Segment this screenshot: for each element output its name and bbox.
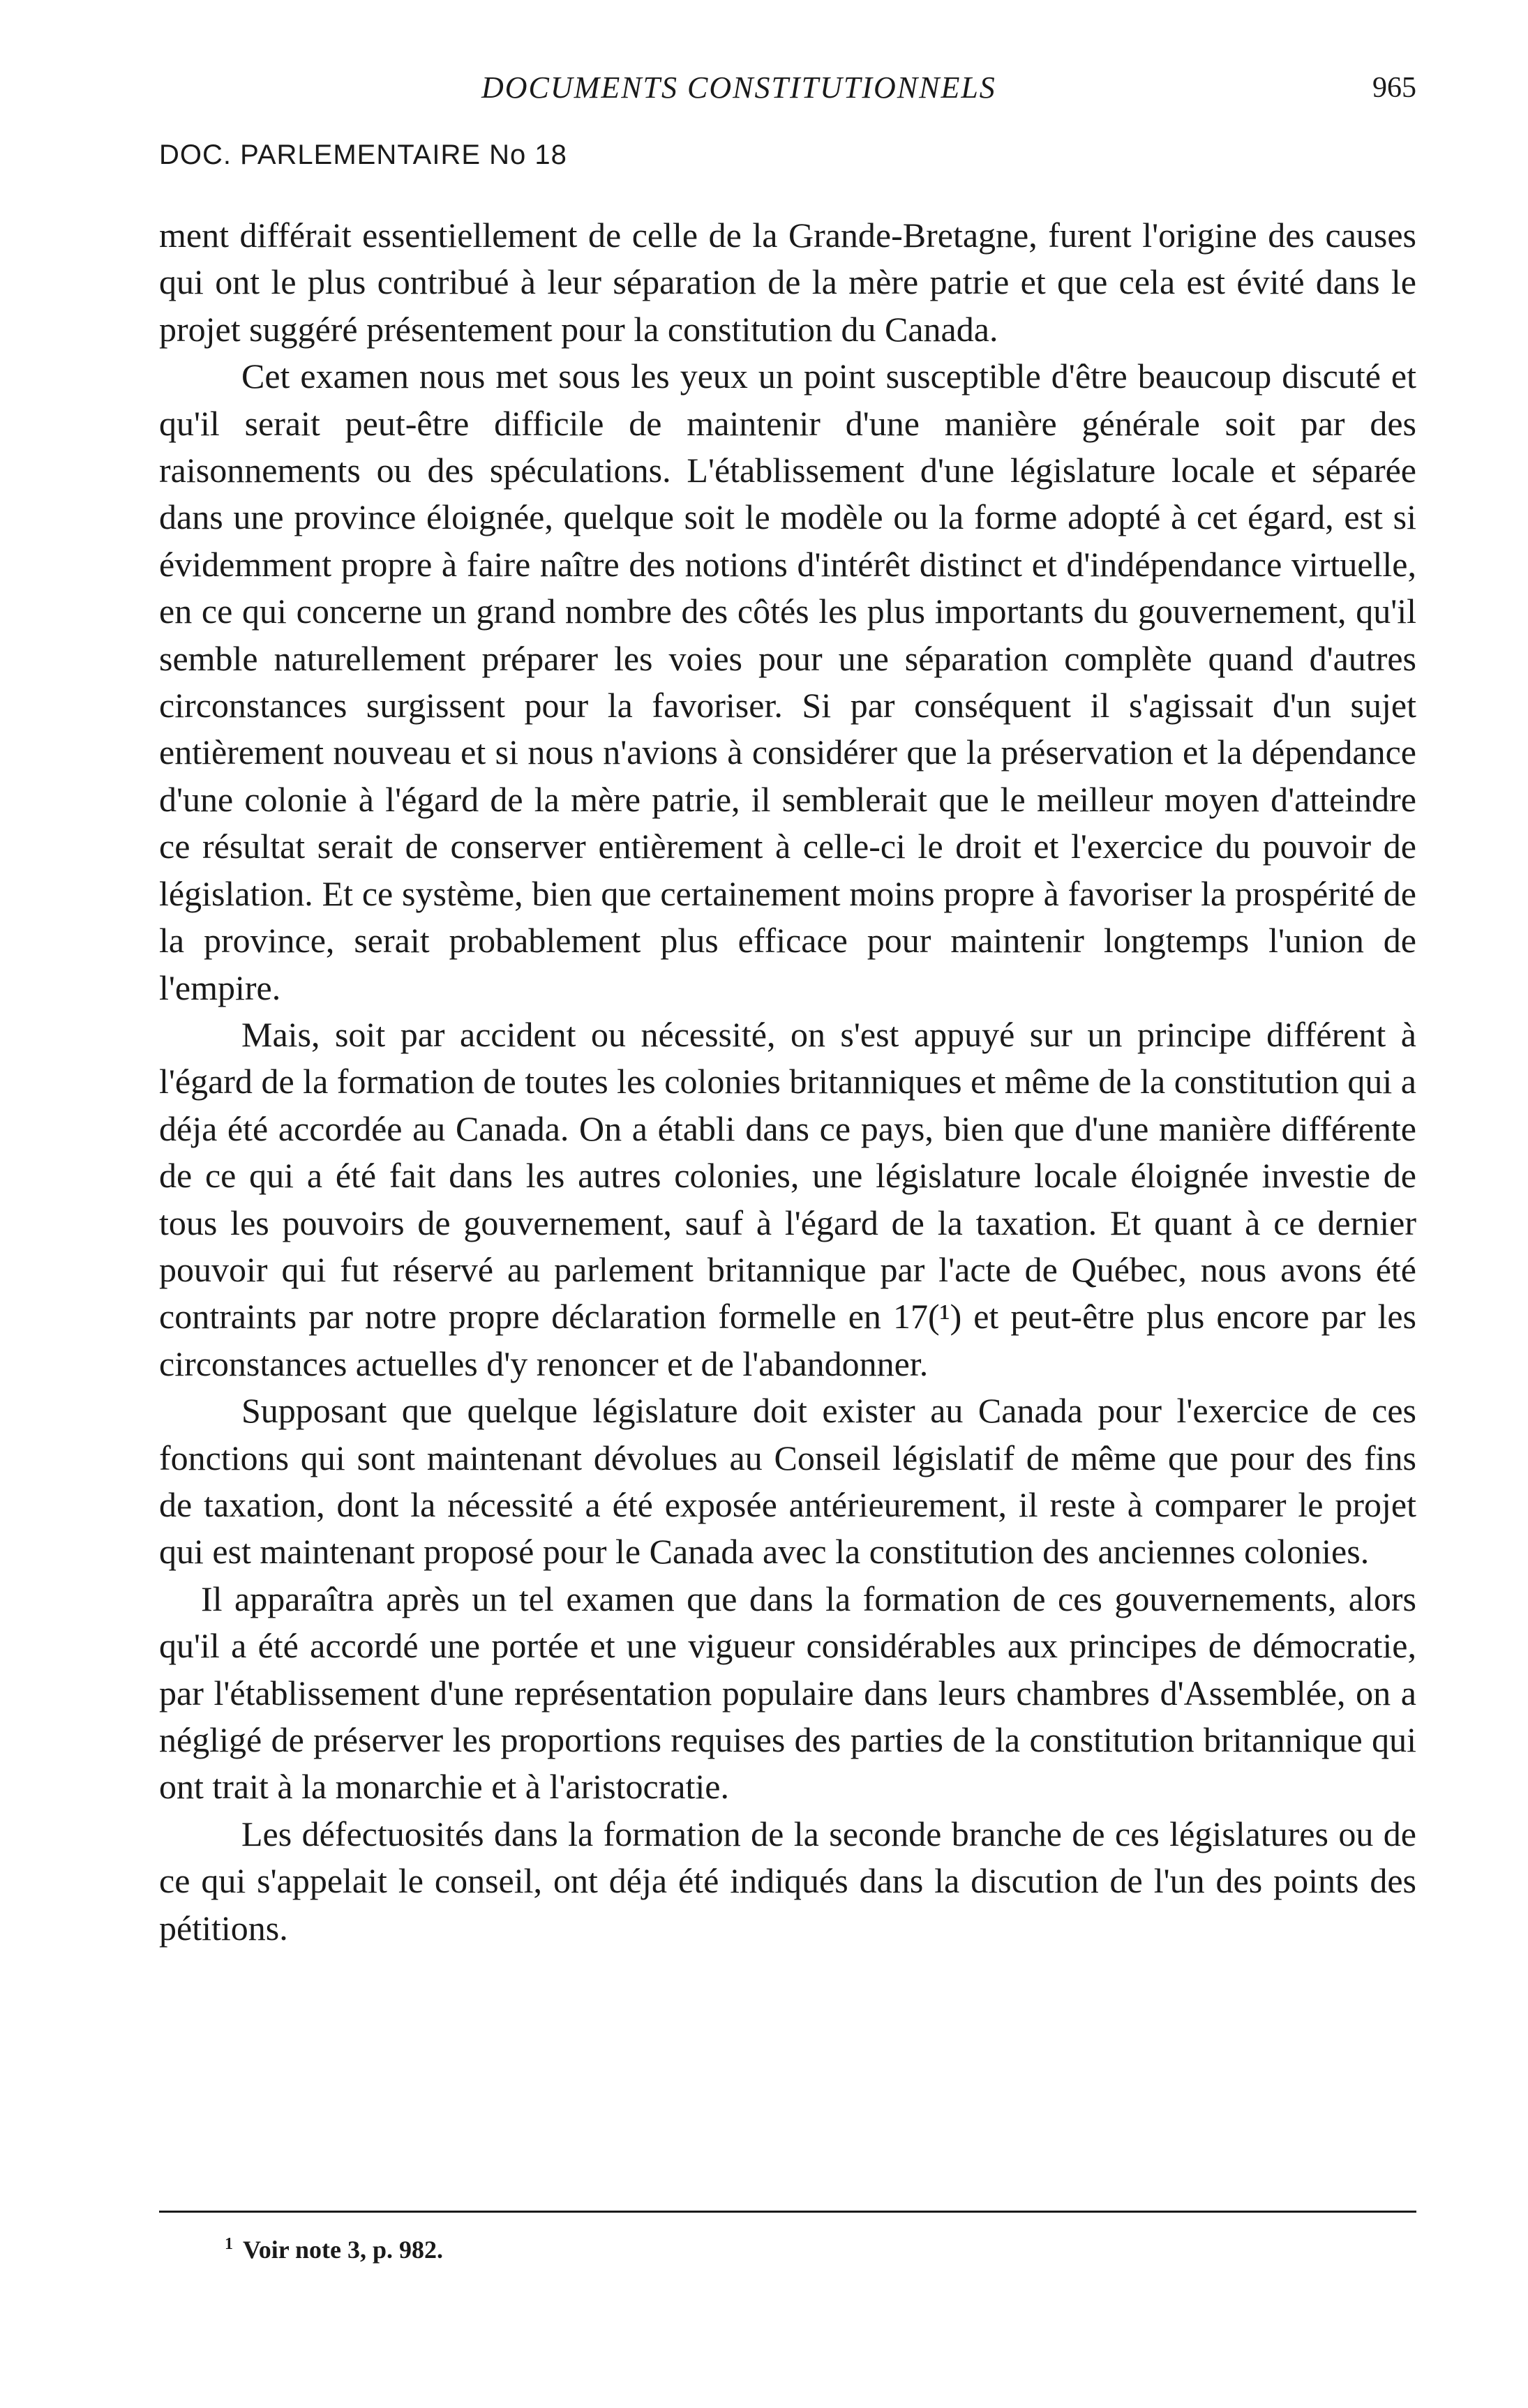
document-label: DOC. PARLEMENTAIRE No 18	[159, 140, 567, 170]
page-number: 965	[1372, 72, 1416, 104]
body-text	[159, 212, 1416, 1952]
paragraph-4: Supposant que quelque législature doit exister au Canada pour l'exercice de ces fonctions qui sont maintenant dévolues au Conseil législatif de même que pour des fins de taxation, dont la nécessité a été exposée antérieurement, il reste à comparer le projet qui est maintenant proposé pour le Canada avec la constitution des anciennes colonies.	[159, 1391, 1416, 1572]
running-title: DOCUMENTS CONSTITUTIONNELS	[481, 70, 996, 105]
paragraph-3: Mais, soit par accident ou nécessité, on s'est appuyé sur un principe différent à l'égard de la formation de toutes les colonies britanniques et même de la constitution qui a déja été accordée au Canada. On a établi dans ce pays, bien que d'une manière différente de ce qui a été fait dans les autres colonies, une législature locale éloignée investie de tous les pouvoirs de gouvernement, sauf à l'égard de la taxation. Et quant à ce dernier pouvoir qui fut réservé au parlement britannique par l'acte de Québec, nous avons été contraints par notre propre déclaration formelle en 17(¹) et peut-être plus encore par les circonstances actuelles d'y renoncer et de l'abandonner.	[159, 1014, 1416, 1383]
paragraph-6: Les défectuosités dans la formation de la seconde branche de ces législatures ou de ce qui s'appelait le conseil, ont déja été indiqués dans la discution de l'un des points des pétitions.	[159, 1814, 1416, 1948]
paragraph-2: Cet examen nous met sous les yeux un point susceptible d'être beaucoup discuté et qu'il serait peut-être difficile de maintenir d'une manière générale soit par des raisonnements ou des spéculations. L'établissement d'une législature locale et séparée dans une province éloignée, quelque soit le modèle ou la forme adopté à cet égard, est si évidemment propre à faire naître des notions d'intérêt distinct et d'indépendance virtuelle, en ce qui concerne un grand nombre des côtés les plus importants du gouvernement, qu'il semble naturellement préparer les voies pour une séparation complète quand d'autres circonstances surgissent pour la favoriser. Si par conséquent il s'agissait d'un sujet entièrement nouveau et si nous n'avions à considérer que la préservation et la dépendance d'une colonie à l'égard de la mère patrie, il semblerait que le meilleur moyen d'atteindre ce résultat serait de conserver entièrement à celle-ci le droit et l'exercice du pouvoir de législation. Et ce système, bien que certainement moins propre à favoriser la prospérité de la province, serait probablement plus efficace pour maintenir longtemps l'union de l'empire.	[159, 356, 1416, 1007]
running-header	[160, 70, 1416, 119]
footnote-text: Voir note 3, p. 982.	[243, 2236, 444, 2264]
footnote-divider	[159, 2211, 1416, 2213]
footnote	[225, 2235, 443, 2264]
paragraph-1: ment différait essentiellement de celle de la Grande-Bretagne, furent l'origine des causes qui ont le plus contribué à leur séparation de la mère patrie et que cela est évité dans le projet suggéré présentement pour la constitution du Canada.	[159, 216, 1416, 349]
footnote-marker: 1	[225, 2235, 233, 2253]
paragraph-5: Il apparaîtra après un tel examen que dans la formation de ces gouvernements, alors qu'il a été accordé une portée et une vigueur considérables aux principes de démocratie, par l'établissement d'une représentation populaire dans leurs chambres d'Assemblée, on a négligé de préserver les proportions requises des parties de la constitution britannique qui ont trait à la monarchie et à l'aristocratie.	[159, 1579, 1416, 1807]
